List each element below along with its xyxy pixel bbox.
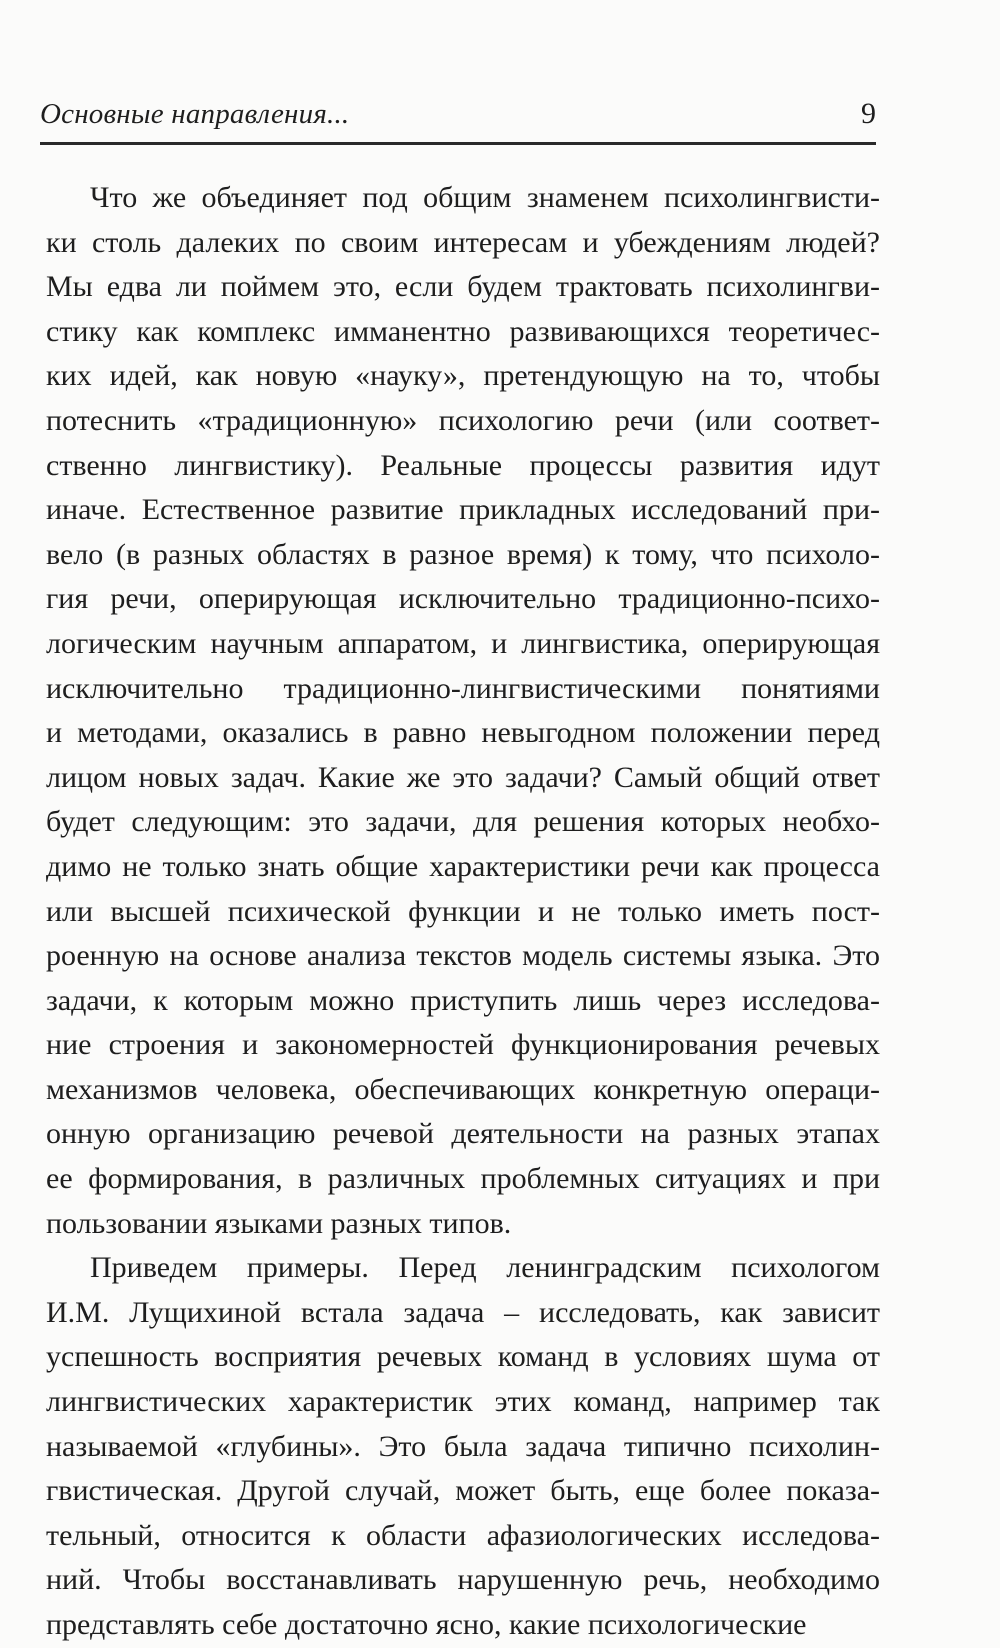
text-line: димо не только знать общие характеристики речи как процесса bbox=[46, 849, 880, 883]
text-line: задачи, к которым можно приступить лишь через исследова- bbox=[46, 983, 880, 1017]
text-line: вело (в разных областях в разное время) к тому, что психоло- bbox=[46, 537, 880, 571]
text-line: механизмов человека, обеспечивающих конкретную операци- bbox=[46, 1072, 880, 1106]
text-line: ких идей, как новую «науку», претендующую на то, чтобы bbox=[46, 359, 880, 393]
text-line: Мы едва ли поймем это, если будем трактовать психолингви- bbox=[46, 270, 880, 304]
text-line: исключительно традиционно-лингвистическими понятиями bbox=[46, 671, 880, 705]
body-text bbox=[46, 176, 880, 1648]
running-title: Основные направления... bbox=[40, 98, 350, 130]
text-line: роенную на основе анализа текстов модель системы языка. Это bbox=[46, 939, 880, 973]
text-line: потеснить «традиционную» психологию речи (или соответ- bbox=[46, 403, 880, 437]
text-line: тельный, относится к области афазиологических исследова- bbox=[46, 1518, 880, 1552]
text-line: Приведем примеры. Перед ленинградским психологом bbox=[90, 1251, 880, 1285]
text-line: логическим научным аппаратом, и лингвистика, оперирующая bbox=[46, 626, 880, 660]
text-line: гвистическая. Другой случай, может быть, еще более показа- bbox=[46, 1474, 880, 1508]
text-line: или высшей психической функции и не только иметь пост- bbox=[46, 894, 880, 928]
page-number: 9 bbox=[861, 97, 876, 130]
text-line: ее формирования, в различных проблемных ситуациях и при bbox=[46, 1162, 880, 1196]
text-line: ние строения и закономерностей функционирования речевых bbox=[46, 1028, 880, 1062]
paragraph-1 bbox=[46, 176, 880, 1246]
text-line: лицом новых задач. Какие же это задачи? Самый общий ответ bbox=[46, 760, 880, 794]
text-line: представлять себе достаточно ясно, какие психологические bbox=[46, 1608, 807, 1641]
text-line: успешность восприятия речевых команд в условиях шума от bbox=[46, 1340, 880, 1374]
text-line: называемой «глубины». Это была задача типично психолин- bbox=[46, 1429, 880, 1463]
header-rule bbox=[40, 142, 876, 145]
text-line: онную организацию речевой деятельности на разных этапах bbox=[46, 1117, 880, 1151]
text-line: лингвистических характеристик этих команд, например так bbox=[46, 1385, 880, 1419]
paragraph-2 bbox=[46, 1246, 880, 1647]
text-line: стику как комплекс имманентно развивающихся теоретичес- bbox=[46, 314, 880, 348]
text-line: Что же объединяет под общим знаменем психолингвисти- bbox=[90, 181, 880, 214]
text-line: ственно лингвистику). Реальные процессы развития идут bbox=[46, 448, 880, 482]
text-line: и методами, оказались в равно невыгодном положении перед bbox=[46, 716, 880, 750]
text-line: гия речи, оперирующая исключительно традиционно-психо- bbox=[46, 582, 880, 616]
text-line: иначе. Естественное развитие прикладных исследований при- bbox=[46, 493, 880, 527]
text-line: пользовании языками разных типов. bbox=[46, 1206, 512, 1240]
running-head bbox=[40, 92, 876, 136]
text-line: будет следующим: это задачи, для решения которых необхо- bbox=[46, 805, 880, 839]
text-line: ки столь далеких по своим интересам и убеждениям людей? bbox=[46, 225, 880, 259]
text-line: И.М. Лущихиной встала задача – исследовать, как зависит bbox=[46, 1295, 880, 1329]
text-line: ний. Чтобы восстанавливать нарушенную речь, необходимо bbox=[46, 1563, 880, 1597]
